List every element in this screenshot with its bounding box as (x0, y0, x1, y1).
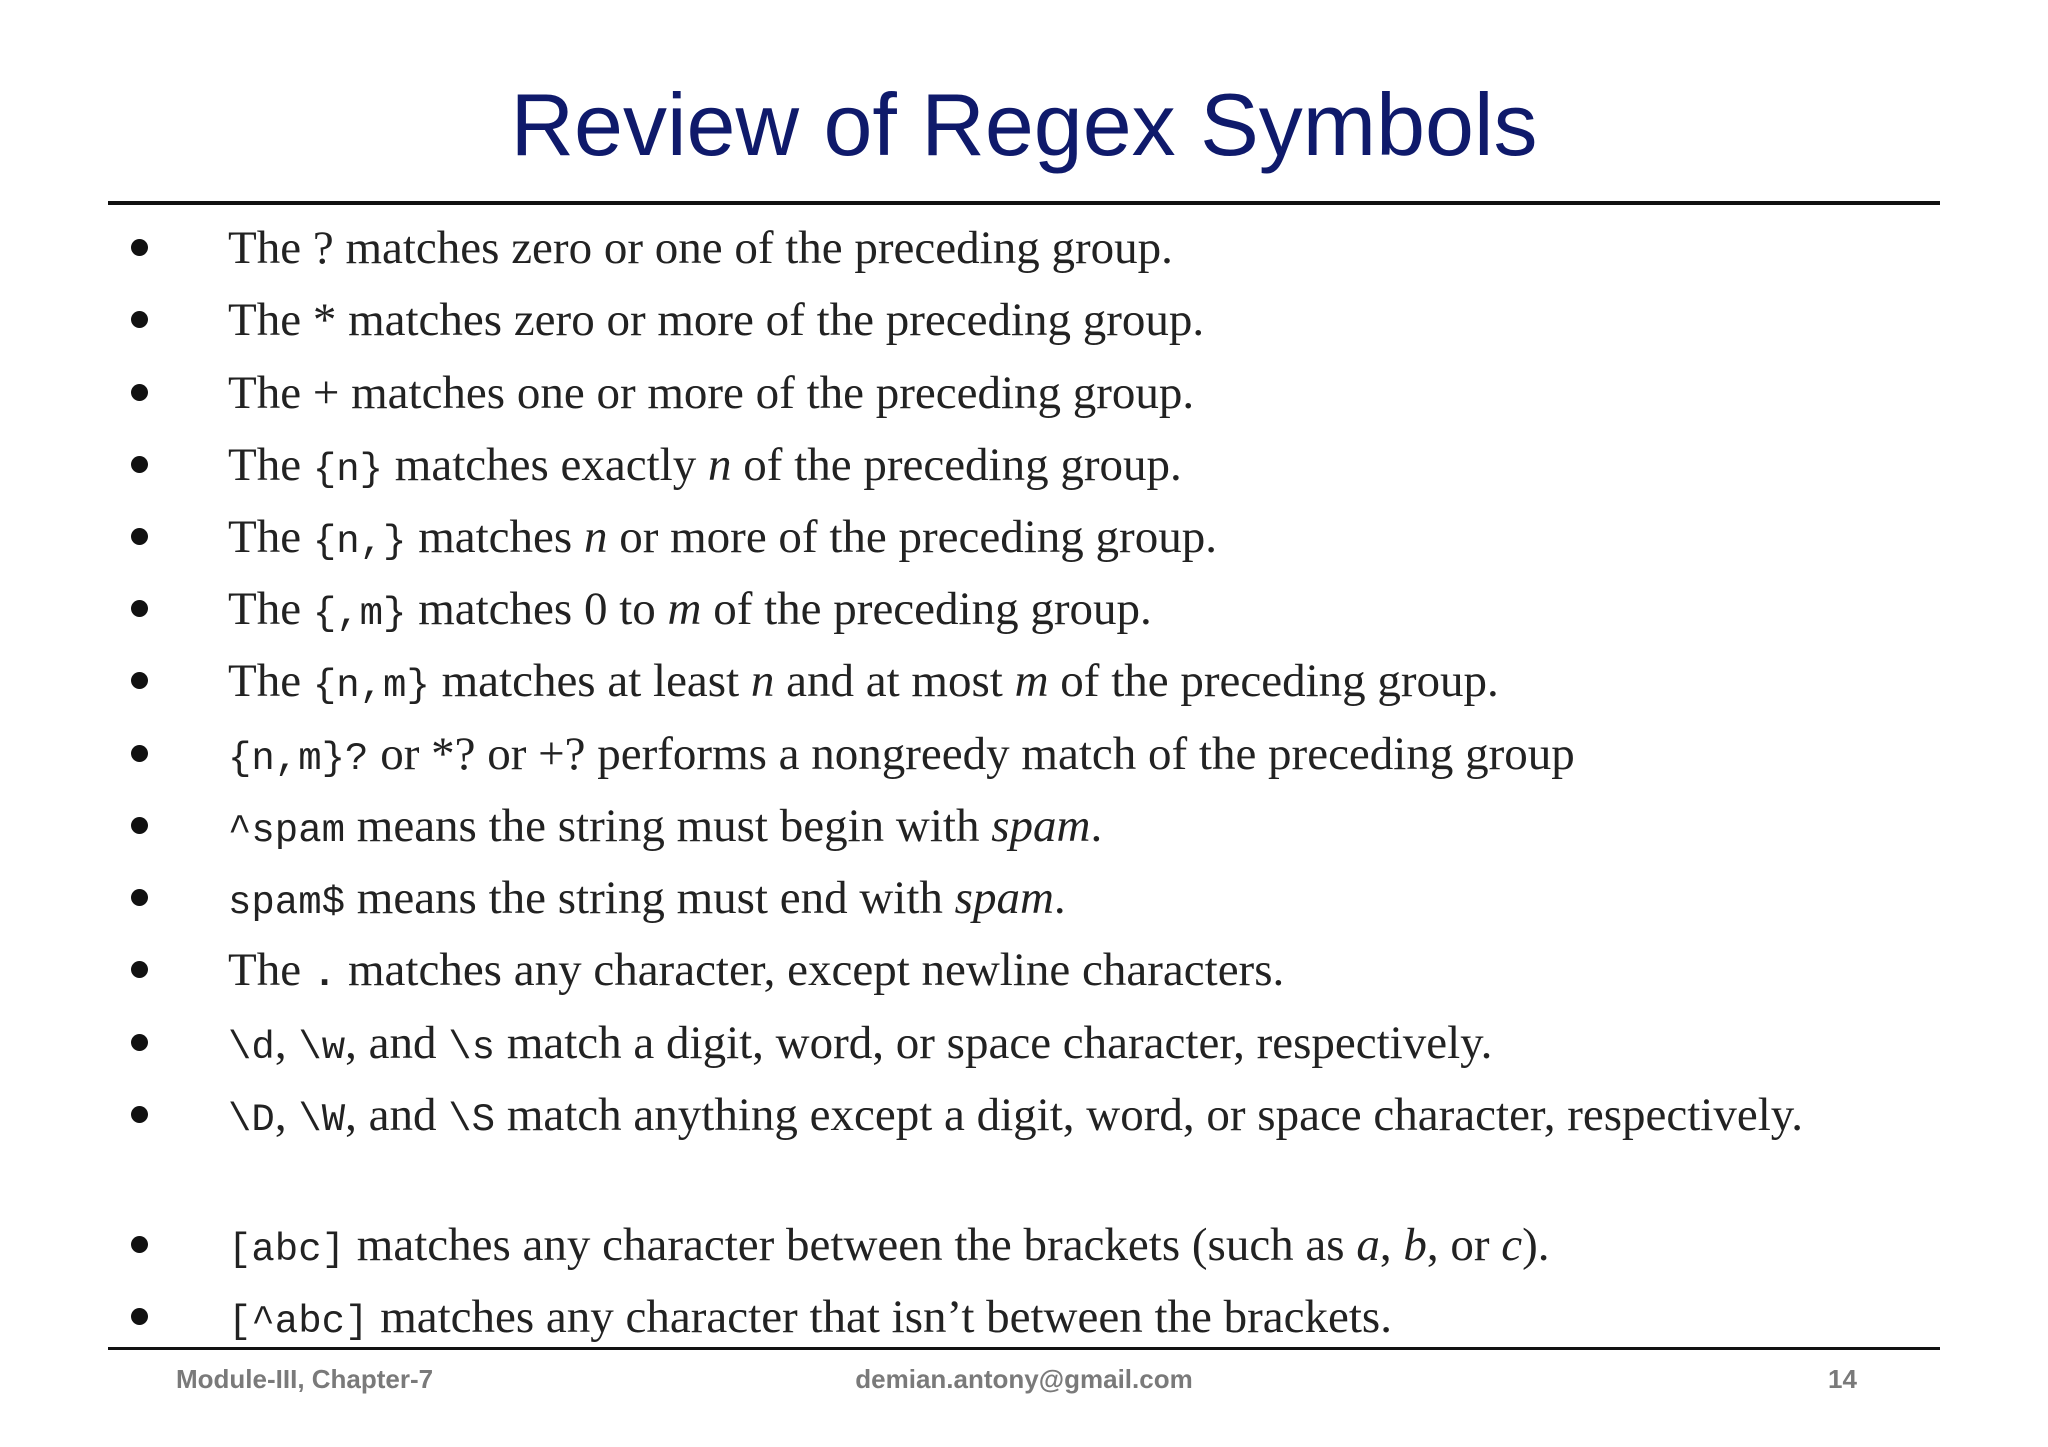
bullet-text (228, 1014, 1492, 1077)
slide-title: Review of Regex Symbols (510, 75, 1538, 174)
symbol-code: {n,} (312, 520, 407, 564)
bullet-dot-icon (131, 1236, 148, 1253)
text-run: , and (345, 1017, 449, 1069)
bullet-text (228, 291, 1204, 349)
text-run: of the preceding group. (731, 439, 1182, 491)
symbol-code: \D (228, 1098, 275, 1142)
text-run: The (228, 655, 313, 707)
footer-chapter-label: Module-III, Chapter-7 (176, 1364, 434, 1394)
italic-text: b (1403, 1219, 1427, 1271)
symbol-code: spam$ (228, 881, 346, 925)
text-run: matches exactly (383, 439, 708, 491)
symbol-code: {n,m}? (228, 737, 369, 781)
bullet-text (228, 869, 1066, 932)
text-run: . (1090, 800, 1103, 852)
text-run: The (228, 222, 313, 274)
bullet-text (228, 1216, 1550, 1279)
text-run: or (475, 728, 539, 780)
text-run: matches one or more of the preceding group. (339, 367, 1195, 419)
bullet-dot-icon (131, 600, 148, 617)
text-run: The (228, 583, 313, 635)
bullet-dot-icon (131, 1308, 148, 1325)
text-run: of the preceding group. (701, 583, 1152, 635)
italic-text: spam (991, 800, 1091, 852)
symbol-code: * (312, 294, 337, 346)
italic-text: m (1014, 655, 1049, 707)
italic-text: c (1501, 1219, 1523, 1271)
symbol-code: \d (228, 1026, 275, 1070)
text-run: of the preceding group. (1048, 655, 1499, 707)
text-run: , and (345, 1089, 449, 1141)
footer-email: demian.antony@gmail.com (855, 1364, 1193, 1394)
text-run: matches any character, except newline characters. (336, 944, 1285, 996)
symbol-code: ^spam (228, 809, 346, 853)
italic-text: n (583, 511, 608, 563)
italic-text: n (708, 439, 732, 491)
italic-text: a (1356, 1219, 1380, 1271)
text-run: The (228, 294, 313, 346)
text-run: means the string must begin with (345, 800, 992, 852)
bullet-dot-icon (131, 239, 148, 256)
italic-text: m (667, 583, 702, 635)
bullet-text (228, 364, 1194, 422)
text-run: matches zero or more of the preceding group. (336, 294, 1205, 346)
footer-divider (108, 1347, 1940, 1350)
bullet-text (228, 797, 1102, 860)
bullet-text (228, 941, 1284, 1004)
symbol-code: . (312, 953, 337, 997)
bullet-text (228, 1086, 1928, 1149)
symbol-code: *? (431, 728, 476, 780)
text-run: , (274, 1089, 299, 1141)
bullet-dot-icon (131, 745, 148, 762)
symbol-code: [abc] (228, 1228, 346, 1272)
bullet-text (228, 436, 1182, 499)
bullet-dot-icon (131, 889, 148, 906)
text-run: match anything except a digit, word, or space character, respectively. (495, 1089, 1803, 1141)
italic-text: spam (954, 872, 1054, 924)
text-run: matches zero or one of the preceding group. (333, 222, 1173, 274)
italic-text: n (750, 655, 775, 707)
text-run: and at most (774, 655, 1015, 707)
text-run: The (228, 944, 313, 996)
symbol-code: {,m} (312, 592, 407, 636)
text-run: The (228, 367, 313, 419)
bullet-dot-icon (131, 311, 148, 328)
symbol-code: + (312, 367, 340, 419)
symbol-code: [^abc] (228, 1300, 369, 1344)
symbol-code: \S (448, 1098, 496, 1142)
slide-number: 14 (1828, 1364, 1857, 1394)
bullet-dot-icon (131, 456, 148, 473)
text-run: matches at least (429, 655, 751, 707)
bullet-dot-icon (131, 384, 148, 401)
bullet-text (228, 580, 1152, 643)
text-run: means the string must end with (345, 872, 955, 924)
bullet-dot-icon (131, 1034, 148, 1051)
bullet-text (228, 508, 1217, 571)
symbol-code: \W (298, 1098, 346, 1142)
text-run: matches any character that isn’t between the brackets. (368, 1291, 1392, 1343)
text-run: matches any character between the brackets (such as (345, 1219, 1357, 1271)
bullet-dot-icon (131, 817, 148, 834)
text-run: or (368, 728, 432, 780)
text-run: , or (1426, 1219, 1502, 1271)
bullet-dot-icon (131, 961, 148, 978)
text-run: , (1379, 1219, 1404, 1271)
bullet-text (228, 652, 1499, 715)
text-run: match a digit, word, or space character, respectively. (495, 1017, 1493, 1069)
bullet-text (228, 1288, 1392, 1351)
bullet-dot-icon (131, 1106, 148, 1123)
bullet-dot-icon (131, 672, 148, 689)
text-run: The (228, 439, 313, 491)
symbol-code: ? (312, 222, 334, 274)
bullet-dot-icon (131, 528, 148, 545)
bullet-text (228, 219, 1173, 277)
text-run: or more of the preceding group. (607, 511, 1217, 563)
symbol-code: {n} (312, 448, 384, 492)
text-run: . (1053, 872, 1066, 924)
symbol-code: {n,m} (312, 664, 430, 708)
bullet-text (228, 725, 1575, 788)
text-run: performs a nongreedy match of the preceding group (585, 728, 1575, 780)
symbol-code: \s (448, 1026, 496, 1070)
text-run: matches 0 to (406, 583, 668, 635)
symbol-code: \w (298, 1026, 346, 1070)
text-run: ). (1522, 1219, 1550, 1271)
text-run: , (274, 1017, 299, 1069)
text-run: matches (406, 511, 584, 563)
symbol-code: +? (538, 728, 586, 780)
text-run: The (228, 511, 313, 563)
